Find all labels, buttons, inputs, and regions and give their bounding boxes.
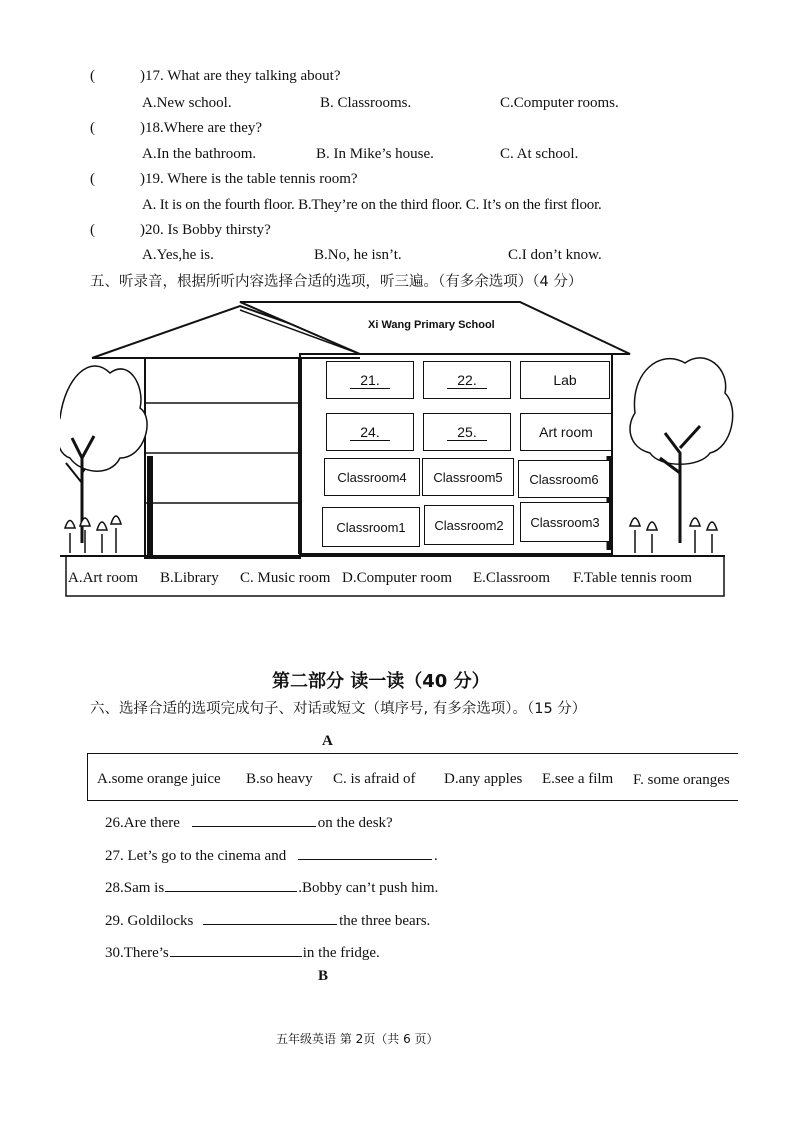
sentence-27: [105, 845, 438, 865]
sentence-30-end: in the fridge.: [302, 945, 380, 961]
wordbox-option-c: C. is afraid of: [333, 771, 416, 787]
subsection-a-label: A: [322, 733, 333, 749]
room-24: [326, 413, 414, 451]
room-classroom4: [324, 458, 420, 496]
room-22-label: 22.: [447, 372, 486, 389]
q18-option-a: A.In the bathroom.: [142, 146, 257, 162]
room-25-label: 25.: [447, 424, 486, 441]
section-5-title: 五、听录音，根据所听内容选择合适的选项，听三遍。（有多余选项）（4 分）: [90, 274, 583, 290]
answer-blank-27[interactable]: [298, 845, 432, 860]
legend-option-e: E.Classroom: [473, 570, 551, 586]
classroom3-label: Classroom3: [530, 514, 600, 530]
q18-option-b: B. In Mike’s house.: [316, 146, 434, 162]
q19-options: A. It is on the fourth floor. B.They’re on the third floor. C. It’s on the first floor.: [142, 197, 602, 213]
answer-blank-26[interactable]: [192, 812, 316, 827]
room-classroom3: [520, 502, 610, 542]
room-art-label: Art room: [539, 424, 593, 440]
sentence-28-end: .Bobby can’t push him.: [298, 880, 439, 896]
sentence-29-start: 29. Goldilocks: [105, 913, 194, 929]
sentence-29-end: the three bears.: [339, 913, 431, 929]
page-footer: 五年级英语 第 2页（共 6 页）: [276, 1032, 439, 1046]
classroom1-label: Classroom1: [336, 519, 406, 535]
school-building-illustration: [60, 298, 740, 598]
classroom4-label: Classroom4: [337, 469, 407, 485]
subsection-b-label: B: [318, 968, 329, 984]
answer-paren: (: [90, 120, 95, 136]
question-20: )20. Is Bobby thirsty?: [140, 222, 271, 238]
legend-option-c: C. Music room: [240, 570, 331, 586]
part-2-title: 第二部分 读一读（40 分）: [272, 671, 490, 692]
room-21-label: 21.: [350, 372, 389, 389]
wordbox-option-e: E.see a film: [542, 771, 614, 787]
sentence-27-start: 27. Let’s go to the cinema and: [105, 848, 287, 864]
room-21: [326, 361, 414, 399]
wordbox-option-a: A.some orange juice: [97, 771, 221, 787]
sentence-26-start: 26.Are there: [105, 815, 180, 831]
legend-option-d: D.Computer room: [342, 570, 452, 586]
q17-option-a: A.New school.: [142, 95, 232, 111]
sentence-26: [105, 812, 393, 832]
legend-option-b: B.Library: [160, 570, 219, 586]
room-art: [520, 413, 612, 451]
q20-option-a: A.Yes,he is.: [142, 247, 214, 263]
section-6-title: 六、选择合适的选项完成句子、对话或短文（填序号, 有多余选项）。（15 分）: [90, 701, 587, 717]
wordbox-option-f-clip: [633, 771, 735, 789]
q17-option-c: C.Computer rooms.: [500, 95, 619, 111]
school-name: Xi Wang Primary School: [368, 319, 495, 331]
q20-option-b: B.No, he isn’t.: [314, 247, 402, 263]
question-19: )19. Where is the table tennis room?: [140, 171, 358, 187]
answer-blank-28[interactable]: [165, 877, 297, 892]
room-25: [423, 413, 511, 451]
wordbox-option-d: D.any apples: [444, 771, 523, 787]
q17-option-b: B. Classrooms.: [320, 95, 412, 111]
classroom5-label: Classroom5: [433, 469, 503, 485]
room-classroom1: [322, 507, 420, 547]
wordbox-option-f: F. some oranges: [633, 772, 730, 788]
answer-paren: (: [90, 171, 95, 187]
question-17: )17. What are they talking about?: [140, 68, 341, 84]
q20-option-c: C.I don’t know.: [508, 247, 602, 263]
wordbox-option-b: B.so heavy: [246, 771, 313, 787]
room-classroom5: [422, 458, 514, 496]
q18-option-c: C. At school.: [500, 146, 579, 162]
sentence-30-start: 30.There’s: [105, 945, 169, 961]
room-classroom2: [424, 505, 514, 545]
room-classroom6: [518, 460, 610, 498]
sentence-28-start: 28.Sam is: [105, 880, 165, 896]
answer-paren: (: [90, 68, 95, 84]
answer-paren: (: [90, 222, 95, 238]
question-18: )18.Where are they?: [140, 120, 263, 136]
legend-option-a: A.Art room: [68, 570, 138, 586]
room-22: [423, 361, 511, 399]
room-lab-label: Lab: [553, 372, 577, 388]
answer-blank-30[interactable]: [170, 942, 302, 957]
sentence-28: [105, 877, 438, 897]
sentence-30: [105, 942, 380, 962]
sentence-27-end: .: [433, 848, 438, 864]
classroom2-label: Classroom2: [434, 517, 504, 533]
room-24-label: 24.: [350, 424, 389, 441]
room-lab: [520, 361, 610, 399]
sentence-26-end: on the desk?: [317, 815, 393, 831]
answer-blank-29[interactable]: [203, 910, 337, 925]
sentence-29: [105, 910, 430, 930]
legend-option-f: F.Table tennis room: [573, 570, 692, 586]
classroom6-label: Classroom6: [529, 471, 599, 487]
